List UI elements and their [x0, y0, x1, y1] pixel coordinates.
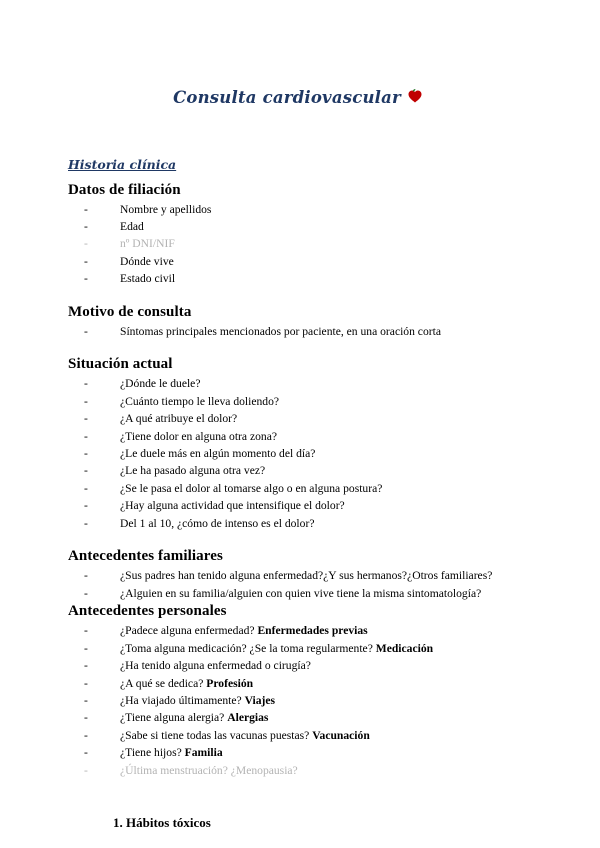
section-title: Antecedentes familiares — [68, 548, 223, 565]
section-title: Situación actual — [68, 356, 173, 373]
list-item — [84, 568, 528, 584]
list-item — [84, 586, 528, 602]
list-item-term: Alergias — [227, 711, 269, 725]
bullet-marker: - — [84, 676, 88, 690]
bullet-marker: - — [84, 624, 88, 638]
list-item — [84, 376, 528, 392]
section-heading-historia-clinica: Historia clínica — [68, 156, 177, 172]
list-item — [84, 254, 528, 270]
list-item-label: Nombre y apellidos — [120, 202, 212, 216]
bullet-marker: - — [84, 324, 88, 338]
list-item — [84, 623, 528, 639]
bullet-marker: - — [84, 569, 88, 583]
list-item-label: ¿Sus padres han tenido alguna enfermedad?¿Y sus hermanos?¿Otros familiares? — [120, 569, 493, 583]
list-item-label: ¿Le ha pasado alguna otra vez? — [120, 464, 266, 478]
list-item — [84, 324, 528, 340]
bullet-marker: - — [84, 641, 88, 655]
list-item-label: Síntomas principales mencionados por paciente, en una oración corta — [120, 324, 441, 338]
section-title: Antecedentes personales — [68, 603, 227, 620]
bullet-marker: - — [84, 516, 88, 530]
list-item-label: ¿Padece alguna enfermedad? — [120, 624, 255, 638]
list-item-term: Enfermedades previas — [257, 624, 368, 638]
list-antecedentes-personales — [68, 623, 528, 779]
list-item — [84, 693, 528, 709]
list-item-label: ¿Alguien en su familia/alguien con quien vive tiene la misma sintomatología? — [120, 586, 482, 600]
list-item — [84, 202, 528, 218]
list-item-label: ¿Dónde le duele? — [120, 377, 201, 391]
page-title — [68, 80, 528, 109]
list-item-label: ¿A qué atribuye el dolor? — [120, 412, 238, 426]
section-situacion-actual — [68, 356, 528, 532]
list-item — [84, 394, 528, 410]
list-datos-de-filiacion — [68, 202, 528, 288]
section-motivo-de-consulta — [68, 304, 528, 340]
list-item — [84, 658, 528, 674]
bullet-marker: - — [84, 481, 88, 495]
list-item — [84, 676, 528, 692]
list-item — [84, 236, 528, 252]
bullet-marker: - — [84, 272, 88, 286]
list-item-label: Hábitos tóxicos — [126, 815, 211, 831]
bullet-marker: - — [84, 429, 88, 443]
section-datos-de-filiacion — [68, 182, 528, 288]
heart-icon — [407, 88, 423, 108]
list-item-term: Viajes — [244, 694, 276, 708]
list-item — [84, 219, 528, 235]
list-item-label: ¿Toma alguna medicación? ¿Se la toma regularmente? — [120, 641, 373, 655]
section-title: Motivo de consulta — [68, 303, 192, 320]
list-item-label: ¿Se le pasa el dolor al tomarse algo o en alguna postura? — [120, 481, 383, 495]
list-numbered — [68, 813, 528, 833]
list-item — [84, 411, 528, 427]
list-item-label: ¿Hay alguna actividad que intensifique el dolor? — [120, 499, 345, 513]
list-item-label: ¿Última menstruación? ¿Menopausia? — [120, 763, 298, 777]
bullet-marker: - — [84, 394, 88, 408]
bullet-marker: - — [84, 412, 88, 426]
bullet-marker: - — [84, 746, 88, 760]
bullet-marker: - — [84, 237, 88, 251]
list-item — [84, 271, 528, 287]
bullet-marker: - — [84, 763, 88, 777]
section-antecedentes-personales — [68, 603, 528, 779]
bullet-marker: - — [84, 447, 88, 461]
list-item-label: ¿A qué se dedica? — [120, 676, 204, 690]
section-title: Datos de filiación — [68, 181, 181, 198]
list-situacion-actual — [68, 376, 528, 532]
bullet-marker: - — [84, 202, 88, 216]
list-item-label: ¿Tiene dolor en alguna otra zona? — [120, 429, 277, 443]
list-item-term: Medicación — [375, 641, 434, 655]
bullet-marker: - — [84, 728, 88, 742]
bullet-marker: - — [84, 219, 88, 233]
list-item — [84, 763, 528, 779]
bullet-marker: - — [84, 464, 88, 478]
list-item — [84, 516, 528, 532]
bullet-marker: - — [84, 586, 88, 600]
list-item-label: ¿Tiene alguna alergia? — [120, 711, 225, 725]
page-title-text: Consulta cardiovascular — [173, 88, 401, 107]
list-item — [84, 745, 528, 761]
bullet-marker: - — [84, 659, 88, 673]
list-item-label: ¿Cuánto tiempo le lleva doliendo? — [120, 394, 280, 408]
list-item — [84, 728, 528, 744]
list-item-label: Del 1 al 10, ¿cómo de intenso es el dolor? — [120, 516, 315, 530]
list-item — [84, 641, 528, 657]
bullet-marker: - — [84, 499, 88, 513]
list-item — [84, 446, 528, 462]
list-item-label: ¿Ha viajado últimamente? — [120, 694, 242, 708]
list-item-label: Dónde vive — [120, 254, 174, 268]
list-item-label: ¿Ha tenido alguna enfermedad o cirugía? — [120, 659, 311, 673]
list-item-label: ¿Le duele más en algún momento del día? — [120, 447, 316, 461]
bullet-marker: - — [84, 694, 88, 708]
bullet-marker: - — [84, 377, 88, 391]
list-motivo-de-consulta — [68, 324, 528, 340]
list-item — [84, 498, 528, 514]
list-item-term: Familia — [184, 746, 223, 760]
list-item — [84, 429, 528, 445]
list-item — [84, 710, 528, 726]
list-item-label: ¿Tiene hijos? — [120, 746, 182, 760]
list-item-term: Vacunación — [312, 728, 370, 742]
list-item-term: Profesión — [206, 676, 254, 690]
list-item — [84, 463, 528, 479]
list-item-label: Estado civil — [120, 272, 176, 286]
list-antecedentes-familiares — [68, 568, 528, 602]
bullet-marker: - — [84, 254, 88, 268]
list-item-label: Edad — [120, 219, 144, 233]
list-item-label: ¿Sabe si tiene todas las vacunas puestas? — [120, 728, 310, 742]
list-item — [126, 813, 528, 833]
list-item — [84, 481, 528, 497]
list-item-label: nº DNI/NIF — [120, 237, 175, 251]
bullet-marker: - — [84, 711, 88, 725]
section-antecedentes-familiares — [68, 548, 528, 602]
